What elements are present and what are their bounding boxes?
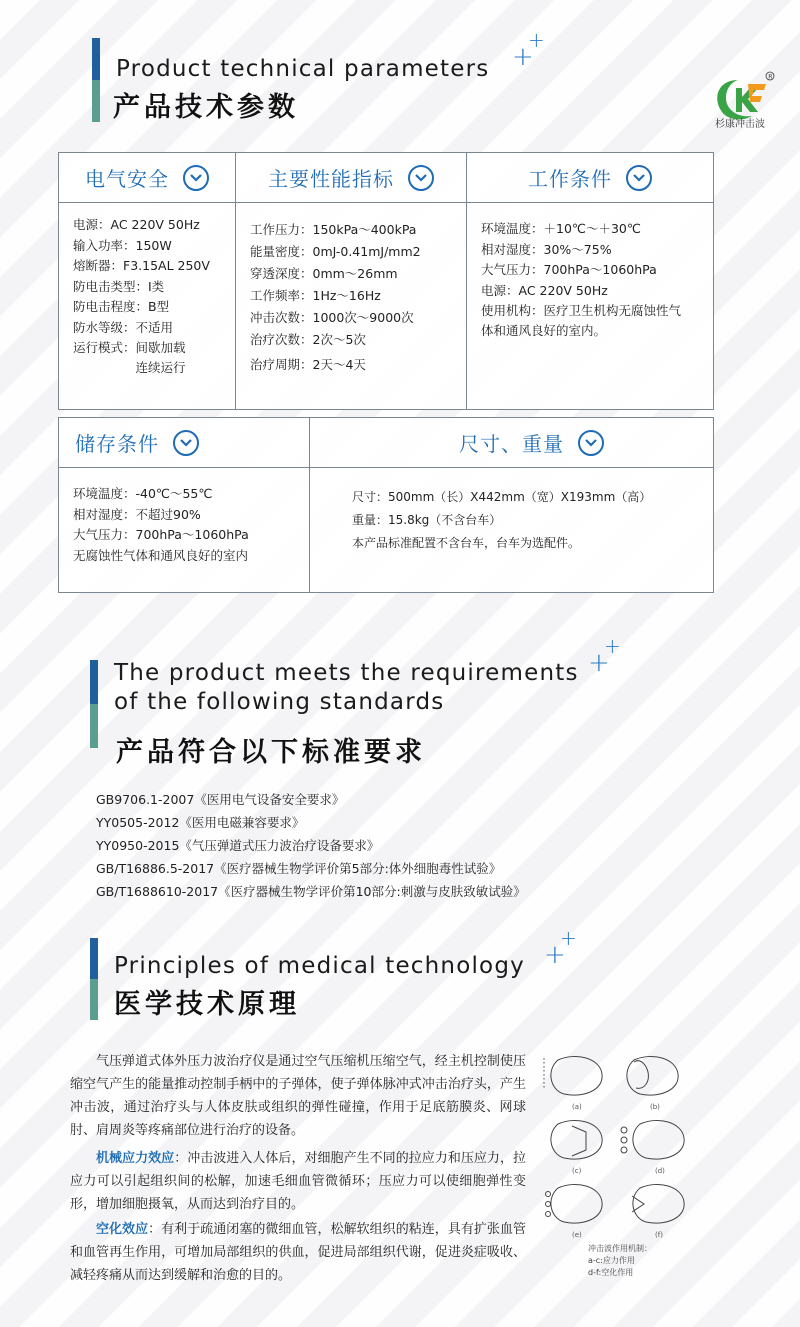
header-label: 电气安全 [85, 167, 169, 191]
spec-line: 工作压力：150kPa～400kPa [250, 222, 417, 237]
figure-label: (a) [572, 1103, 582, 1111]
plus-decoration-icon: + [560, 926, 577, 950]
list-item: YY0950-2015《气压弹道式压力波治疗设备要求》 [96, 838, 380, 853]
spec-line: 治疗周期：2天～4天 [250, 357, 366, 372]
paragraph-text: ：有利于疏通闭塞的微细血管，松解软组织的粘连，具有扩张血管和血管再生作用，可增加局部组织的供血，促进局部组织代谢，促进炎症吸收、减轻疼痛从而达到缓解和治愈的目的。 [70, 1222, 526, 1283]
plus-decoration-icon: + [544, 940, 566, 970]
section-title-en-line1: The product meets the requirements [114, 660, 579, 686]
spec-line: 输入功率：150W [73, 237, 172, 253]
table-cell-header [59, 153, 235, 203]
spec-line: 冲击次数：1000次～9000次 [250, 310, 414, 325]
table-cell-performance [236, 153, 467, 409]
figure-label: (d) [655, 1167, 665, 1175]
spec-line: 重量：15.8kg（不含台车） [352, 513, 502, 527]
figure-caption-line: 冲击波作用机制： [588, 1244, 652, 1253]
svg-text:R: R [768, 73, 773, 81]
header-label: 工作条件 [528, 167, 612, 191]
spec-line: 电源：AC 220V 50Hz [481, 282, 608, 298]
list-item: GB/T16886.5-2017《医疗器械生物学评价第5部分:体外细胞毒性试验》 [96, 861, 502, 876]
table-cell-working-conditions [467, 153, 713, 409]
table-cell-electrical-safety [59, 153, 236, 409]
spec-line: 工作频率：1Hz～16Hz [250, 288, 381, 303]
spec-line: 环境温度：＋10℃～＋30℃ [481, 221, 641, 236]
table-cell-body [481, 219, 705, 339]
spec-line: 防水等级：不适用 [73, 319, 174, 335]
spec-line: 防电击类型：I类 [73, 278, 165, 294]
principle-paragraph-mechanical [70, 1147, 526, 1216]
chevron-down-icon [183, 165, 209, 191]
spec-line: 无腐蚀性气体和通风良好的室内 [73, 547, 249, 563]
header-label: 主要性能指标 [268, 167, 394, 191]
spec-line: 熔断器：F3.15AL 250V [73, 258, 210, 273]
plus-decoration-icon: + [528, 28, 545, 52]
spec-line: 体和通风良好的室内。 [481, 322, 607, 338]
parameters-table-top [58, 152, 714, 410]
list-item: YY0505-2012《医用电磁兼容要求》 [96, 815, 305, 830]
figure-caption-line: d-f:空化作用 [588, 1268, 634, 1277]
section-title-en: Principles of medical technology [114, 953, 525, 979]
table-cell-storage [59, 418, 310, 592]
principle-paragraph-cavitation [70, 1218, 526, 1287]
table-cell-header [236, 153, 466, 203]
highlight-term: 空化效应 [96, 1222, 149, 1237]
standards-list [96, 788, 526, 903]
spec-line: 使用机构：医疗卫生机构无腐蚀性气 [481, 303, 682, 318]
table-cell-body [73, 215, 227, 376]
header-label: 储存条件 [75, 432, 159, 456]
section-title-zh: 产品符合以下标准要求 [116, 737, 426, 768]
spec-line: 防电击程度：B型 [73, 299, 170, 314]
chevron-down-icon [626, 165, 652, 191]
spec-line: 治疗次数：2次～5次 [250, 332, 366, 347]
parameters-table-bottom [58, 417, 714, 593]
spec-line: 相对湿度：30%～75% [481, 241, 612, 257]
header-label: 尺寸、重量 [459, 432, 564, 456]
table-cell-header [310, 418, 713, 468]
paragraph-text: ：冲击波进入人体后，对细胞产生不同的拉应力和压应力，拉应力可以引起组织间的松解，加速毛细血管微循环；压应力可以使细胞弹性变形，增加细胞摄氧，从而达到治疗目的。 [70, 1151, 526, 1212]
figure-label: (c) [572, 1167, 582, 1175]
section-title-zh: 产品技术参数 [113, 92, 299, 123]
section-accent-bar [90, 938, 98, 1020]
figure-label: (b) [650, 1103, 660, 1111]
figure-label: (f) [655, 1231, 663, 1239]
table-cell-dimensions [310, 418, 713, 592]
list-item: GB9706.1-2007《医用电气设备安全要求》 [96, 792, 345, 807]
spec-line: 大气压力：700hPa～1060hPa [73, 527, 249, 542]
principle-paragraph-intro: 气压弹道式体外压力波治疗仪是通过空气压缩机压缩空气，经主机控制使压缩空气产生的能量推动控制手柄中的子弹体，使子弹体脉冲式冲击治疗头，产生冲击波，通过治疗头与人体皮肤或组织的弹性碰撞，作用于足底筋膜炎、网球肘、肩周炎等疼痛部位进行治疗的设备。 [70, 1054, 526, 1138]
plus-decoration-icon: + [512, 42, 534, 72]
plus-decoration-icon: + [588, 648, 610, 678]
spec-line: 尺寸：500mm（长）X442mm（宽）X193mm（高） [352, 490, 652, 504]
section-accent-bar [92, 38, 100, 122]
spec-line: 穿透深度：0mm～26mm [250, 266, 398, 281]
figure-label: (e) [572, 1231, 582, 1239]
spec-line: 相对湿度：不超过90% [73, 506, 201, 522]
highlight-term: 机械应力效应 [96, 1151, 175, 1166]
brand-name: 杉康冲击波 [715, 119, 765, 130]
chevron-down-icon [408, 165, 434, 191]
shockwave-mechanism-figure [536, 1052, 696, 1252]
spec-line: 能量密度：0mJ-0.41mJ/mm2 [250, 244, 421, 259]
section-title-en-line2: of the following standards [114, 689, 445, 715]
spec-line: 连续运行 [73, 359, 186, 375]
table-cell-body [352, 486, 705, 555]
spec-line: 大气压力：700hPa～1060hPa [481, 262, 657, 277]
spec-line: 环境温度：-40℃～55℃ [73, 486, 213, 501]
table-cell-body [73, 484, 301, 566]
section-title-en: Product technical parameters [116, 56, 490, 82]
spec-line: 电源：AC 220V 50Hz [73, 217, 200, 232]
plus-decoration-icon: + [604, 634, 621, 658]
list-item: GB/T1688610-2017《医疗器械生物学评价第10部分:刺激与皮肤致敏试验》 [96, 884, 526, 899]
spec-line: 本产品标准配置不含台车，台车为选配件。 [352, 536, 581, 550]
section-title-zh: 医学技术原理 [114, 989, 300, 1020]
chevron-down-icon [578, 430, 604, 456]
spec-line: 运行模式：间歇加载 [73, 340, 186, 355]
figure-caption-line: a-c:应力作用 [588, 1256, 635, 1265]
table-cell-header [467, 153, 713, 203]
section-accent-bar [90, 660, 98, 748]
table-cell-header [59, 418, 309, 468]
figure-caption [588, 1243, 652, 1279]
table-cell-body [250, 219, 458, 376]
chevron-down-icon [173, 430, 199, 456]
